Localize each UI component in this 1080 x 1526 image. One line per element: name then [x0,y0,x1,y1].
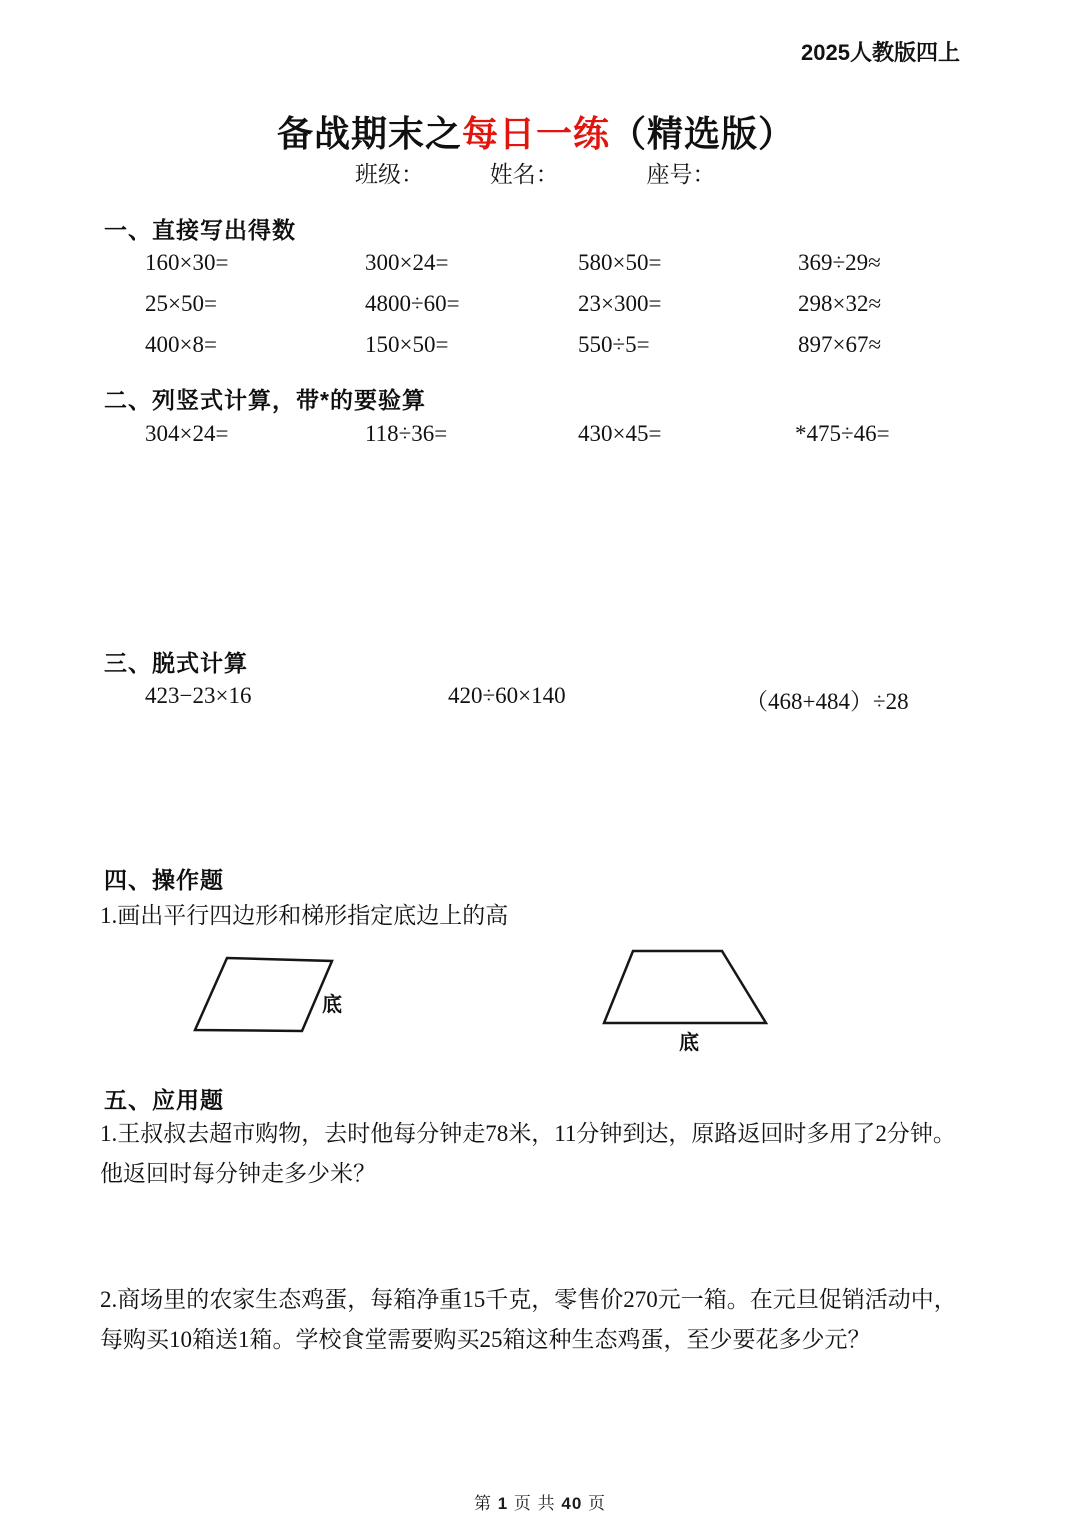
edition-label: 2025人教版四上 [801,40,960,65]
s1-problem: 23×300= [578,291,662,316]
footer-suffix: 页 [588,1494,607,1513]
trapezoid-shape [604,951,766,1023]
s1-problem: 369÷29≈ [798,250,881,275]
title-prefix: 备战期末之 [276,114,462,154]
s2-problem: *475÷46= [795,421,890,446]
s2-problem: 118÷36= [365,421,448,446]
footer-prefix: 第 [473,1494,492,1513]
page-footer [0,1489,1080,1514]
title-suffix: （精选版） [610,114,796,154]
geometry-figures [0,935,1080,1060]
parallelogram-shape [195,958,332,1031]
class-label: 班级： [355,162,424,187]
s1-problem: 160×30= [145,250,229,275]
parallelogram-base-label: 底 [322,994,342,1016]
seat-label: 座号： [646,162,716,187]
trapezoid-base-label: 底 [679,1032,699,1054]
s3-problem: 423−23×16 [145,683,252,708]
word-problem-2-line2: 每购买10箱送1箱。学校食堂需要购买25箱这种生态鸡蛋，至少要花多少元？ [100,1327,871,1352]
section4-heading: 四、操作题 [104,867,224,893]
page-title [0,106,1072,157]
word-problem-2 [100,1280,1000,1360]
word-problem-1-line2: 他返回时每分钟走多少米？ [100,1161,376,1186]
s3-problem: （468+484）÷28 [745,689,909,714]
s1-problem: 400×8= [145,332,217,357]
s1-problem: 897×67≈ [798,332,882,357]
footer-total-pages: 40 [561,1494,583,1513]
title-highlight: 每日一练 [461,114,610,154]
s1-problem: 550÷5= [578,332,650,357]
section4-instruction: 1.画出平行四边形和梯形指定底边上的高 [100,903,509,928]
s2-problem: 430×45= [578,421,662,446]
footer-mid: 页 共 [513,1494,556,1513]
s3-problem: 420÷60×140 [448,683,566,708]
word-problem-2-line1: 2.商场里的农家生态鸡蛋，每箱净重15千克，零售价270元一箱。在元旦促销活动中， [100,1287,957,1312]
s1-problem: 580×50= [578,250,662,275]
word-problem-1-line1: 1.王叔叔去超市购物，去时他每分钟走78米，11分钟到达，原路返回时多用了2分钟。 [100,1121,956,1146]
s1-problem: 4800÷60= [365,291,460,316]
s1-problem: 150×50= [365,332,449,357]
word-problem-1 [100,1114,1000,1194]
s1-problem: 25×50= [145,291,217,316]
section5-heading: 五、应用题 [104,1087,224,1113]
section2-heading: 二、列竖式计算，带*的要验算 [104,387,426,413]
section1-heading: 一、直接写出得数 [104,217,296,243]
name-label: 姓名： [489,162,559,187]
s2-problem: 304×24= [145,421,229,446]
s1-problem: 298×32≈ [798,291,882,316]
student-info-line [355,156,716,189]
section3-heading: 三、脱式计算 [104,650,248,676]
footer-page-number: 1 [497,1494,509,1513]
s1-problem: 300×24= [365,250,449,275]
